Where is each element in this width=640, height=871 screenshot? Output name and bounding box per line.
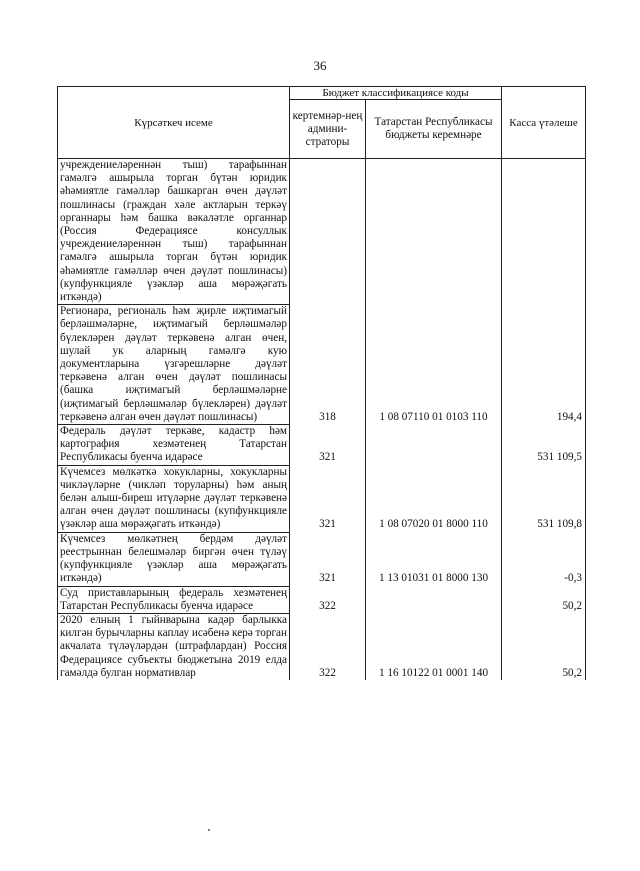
row-amount xyxy=(502,159,586,305)
header-budget-classification: Бюджет классификациясе коды xyxy=(290,87,502,100)
budget-table xyxy=(57,86,586,680)
table-row xyxy=(58,465,586,532)
page-number: 36 xyxy=(313,58,327,73)
row-admin: 318 xyxy=(290,305,366,425)
row-amount: -0,3 xyxy=(502,532,586,586)
row-code xyxy=(366,425,502,466)
table-row xyxy=(58,586,586,613)
row-amount: 194,4 xyxy=(502,305,586,425)
row-name: Федераль дәүләт теркәве, кадастр һәм картография хезмәтенең Татарстан Республикасы буенча идарәсе xyxy=(58,425,290,466)
header-indicator-name: Күрсәткеч исеме xyxy=(58,87,290,159)
table-row xyxy=(58,613,586,680)
row-admin: 321 xyxy=(290,425,366,466)
row-name: Күчемсез мөлкәтнең бердәм дәүләт реестрыннан белешмәләр биргән өчен түләү (купфункцияле үзәкләр аша мөрәҗәгать иткәндә) xyxy=(58,532,290,586)
table-row xyxy=(58,532,586,586)
row-admin xyxy=(290,159,366,305)
row-code: 1 16 10122 01 0001 140 xyxy=(366,613,502,680)
row-amount: 531 109,8 xyxy=(502,465,586,532)
row-name: Регионара, региональ һәм җирле иҗтимагый берләшмәләрне, иҗтимагый берләшмәләр бүлекләрен дәүләт теркәвенә алган өчен, шулай ук аларның гамәлгә кую документларына үзгәрешләрне дәүләт теркәвенә алган өчен дәүләт пошлинасы (башка иҗтимагый берләшмәләрне (иҗтимагый берләшмәләр бүлекләрен) дәүләт теркәвенә алган өчен дәүләт пошлинасы) xyxy=(58,305,290,425)
scan-speck xyxy=(208,829,210,831)
row-amount: 50,2 xyxy=(502,613,586,680)
row-code xyxy=(366,159,502,305)
table-row xyxy=(58,159,586,305)
row-code: 1 08 07110 01 0103 110 xyxy=(366,305,502,425)
row-code: 1 08 07020 01 8000 110 xyxy=(366,465,502,532)
row-admin: 321 xyxy=(290,465,366,532)
row-amount: 50,2 xyxy=(502,586,586,613)
row-name: учреждениеләреннән тыш) тарафыннан гамәлгә ашырыла торган бүтән юридик әһәмиятле гамәлләр башкарган өчен дәүләт пошлинасы (граждан хәле актларын теркәү органнары һәм башка вәкаләтле органнар (Россия Федерациясе консуллык учреждениеләреннән тыш) тарафыннан гамәлгә ашырыла торган бүтән юридик әһәмиятле гамәлләр өчен дәүләт пошлинасы) (купфункцияле үзәкләр аша мөрәҗәгать иткәндә) xyxy=(58,159,290,305)
table-row xyxy=(58,425,586,466)
row-code: 1 13 01031 01 8000 130 xyxy=(366,532,502,586)
row-amount: 531 109,5 xyxy=(502,425,586,466)
header-administrators: кертемнәр-нең админи-страторы xyxy=(290,100,366,159)
header-tatarstan-budget-revenues: Татарстан Республикасы бюджеты керемнәре xyxy=(366,100,502,159)
row-name: Суд приставларының федераль хезмәтенең Татарстан Республикасы буенча идарәсе xyxy=(58,586,290,613)
row-name: Күчемсез мөлкәткә хокукларны, хокукларны чикләүләрне (чикләп торуларны) һәм аның белән алыш-биреш итүләрне дәүләт теркәвенә алган өчен дәүләт пошлинасы (купфункцияле үзәкләр аша мөрәҗәгать иткәндә) xyxy=(58,465,290,532)
row-code xyxy=(366,586,502,613)
table-row xyxy=(58,305,586,425)
row-admin: 321 xyxy=(290,532,366,586)
row-admin: 322 xyxy=(290,586,366,613)
table-header xyxy=(58,87,586,159)
row-admin: 322 xyxy=(290,613,366,680)
row-name: 2020 елның 1 гыйнварына кадәр барлыкка килгән бурычларны каплау исәбенә керә торган акчалата түләүләрдән (штрафлардан) Россия Федерациясе субъекты бюджетына 2019 елда гамәлдә булган нормативлар xyxy=(58,613,290,680)
header-cash-execution: Касса үтәлеше xyxy=(502,87,586,159)
